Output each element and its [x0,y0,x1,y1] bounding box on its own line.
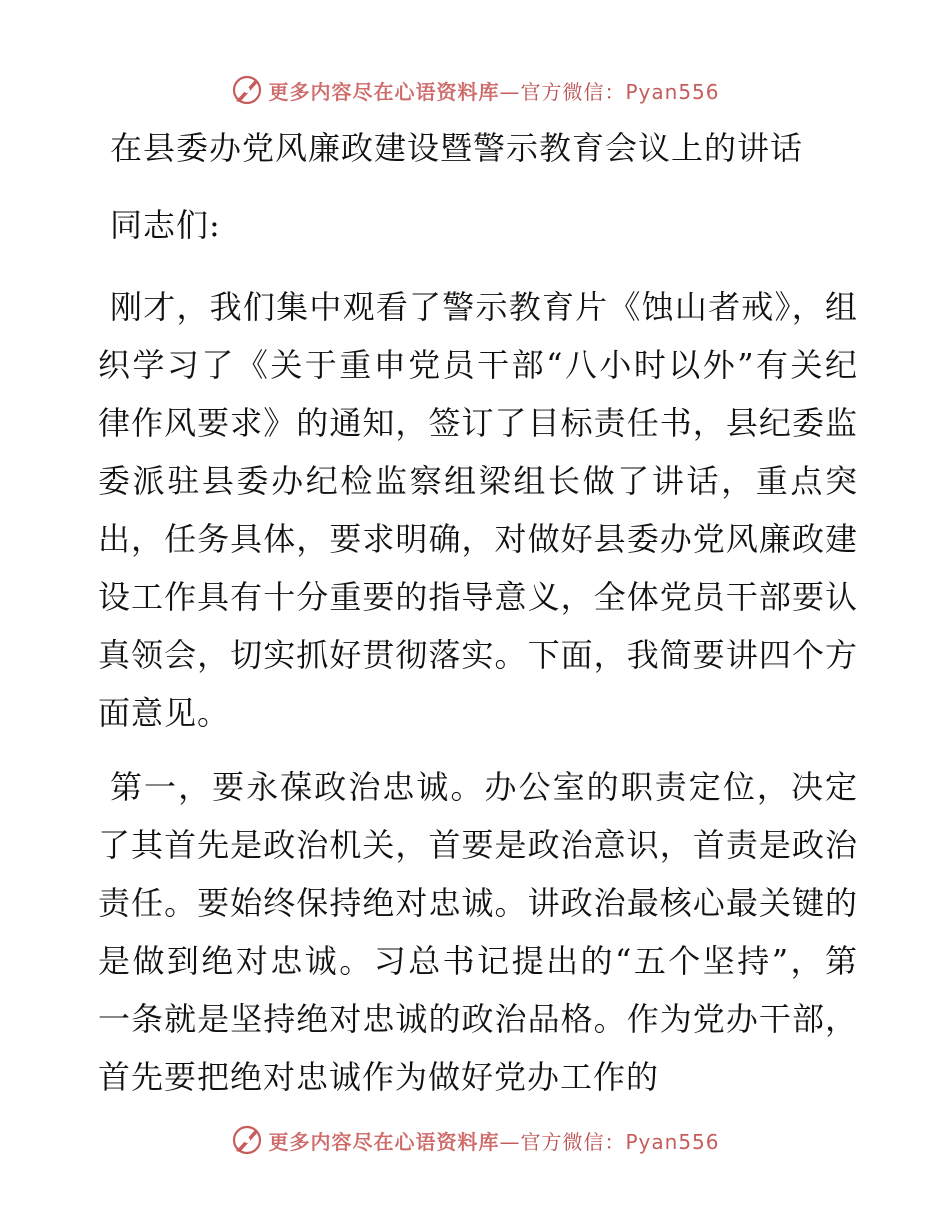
watermark-brand: 更多内容尽在心语资料库 [268,79,500,104]
watermark-wechat-id: Pyan556 [625,79,720,104]
paragraph-political-loyalty: 第一，要永葆政治忠诚。办公室的职责定位，决定了其首先是政治机关，首要是政治意识，首责是政治责任。要始终保持绝对忠诚。讲政治最核心最关键的是做到绝对忠诚。习总书记提出的“五个坚持”，第一条就是坚持绝对忠诚的政治品格。作为党办干部，首先要把绝对忠诚作为做好党办工作的 [98,768,858,1096]
document-title: 在县委办党风廉政建设暨警示教育会议上的讲话 [110,129,804,167]
footer-watermark-banner [0,1120,950,1160]
watermark-brand: 更多内容尽在心语资料库 [268,1129,500,1154]
document-body [98,122,858,1106]
header-watermark-banner [0,70,950,110]
salutation: 同志们: [110,206,221,244]
watermark-separator: — [499,79,521,104]
watermark-wechat-id: Pyan556 [625,1129,720,1154]
quill-pen-circle-icon [230,73,264,107]
watermark-text [268,76,719,105]
watermark-label: 官方微信： [520,1129,626,1154]
watermark-separator: — [499,1129,521,1154]
watermark-label: 官方微信： [520,79,626,104]
paragraph-intro: 刚才，我们集中观看了警示教育片《蚀山者戒》，组织学习了《关于重申党员干部“八小时以外”有关纪律作风要求》的通知，签订了目标责任书，县纪委监委派驻县委办纪检监察组梁组长做了讲话，重点突出，任务具体，要求明确，对做好县委办党风廉政建设工作具有十分重要的指导意义，全体党员干部要认真领会，切实抓好贯彻落实。下面，我简要讲四个方面意见。 [98,288,858,732]
watermark-text [268,1126,719,1155]
quill-pen-circle-icon [230,1123,264,1157]
